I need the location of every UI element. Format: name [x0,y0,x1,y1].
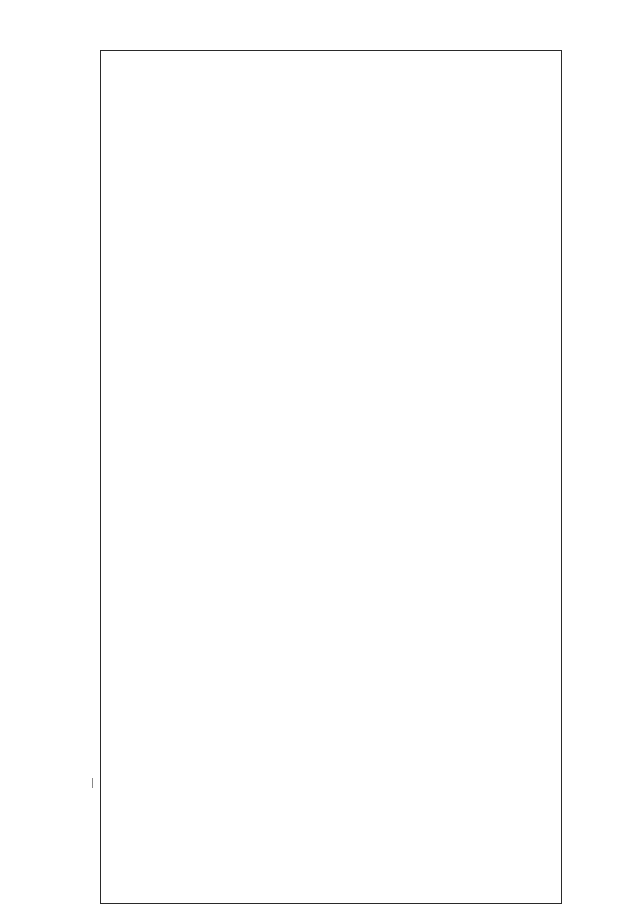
rotated-data-table [100,50,562,904]
margin-mark [92,778,93,788]
